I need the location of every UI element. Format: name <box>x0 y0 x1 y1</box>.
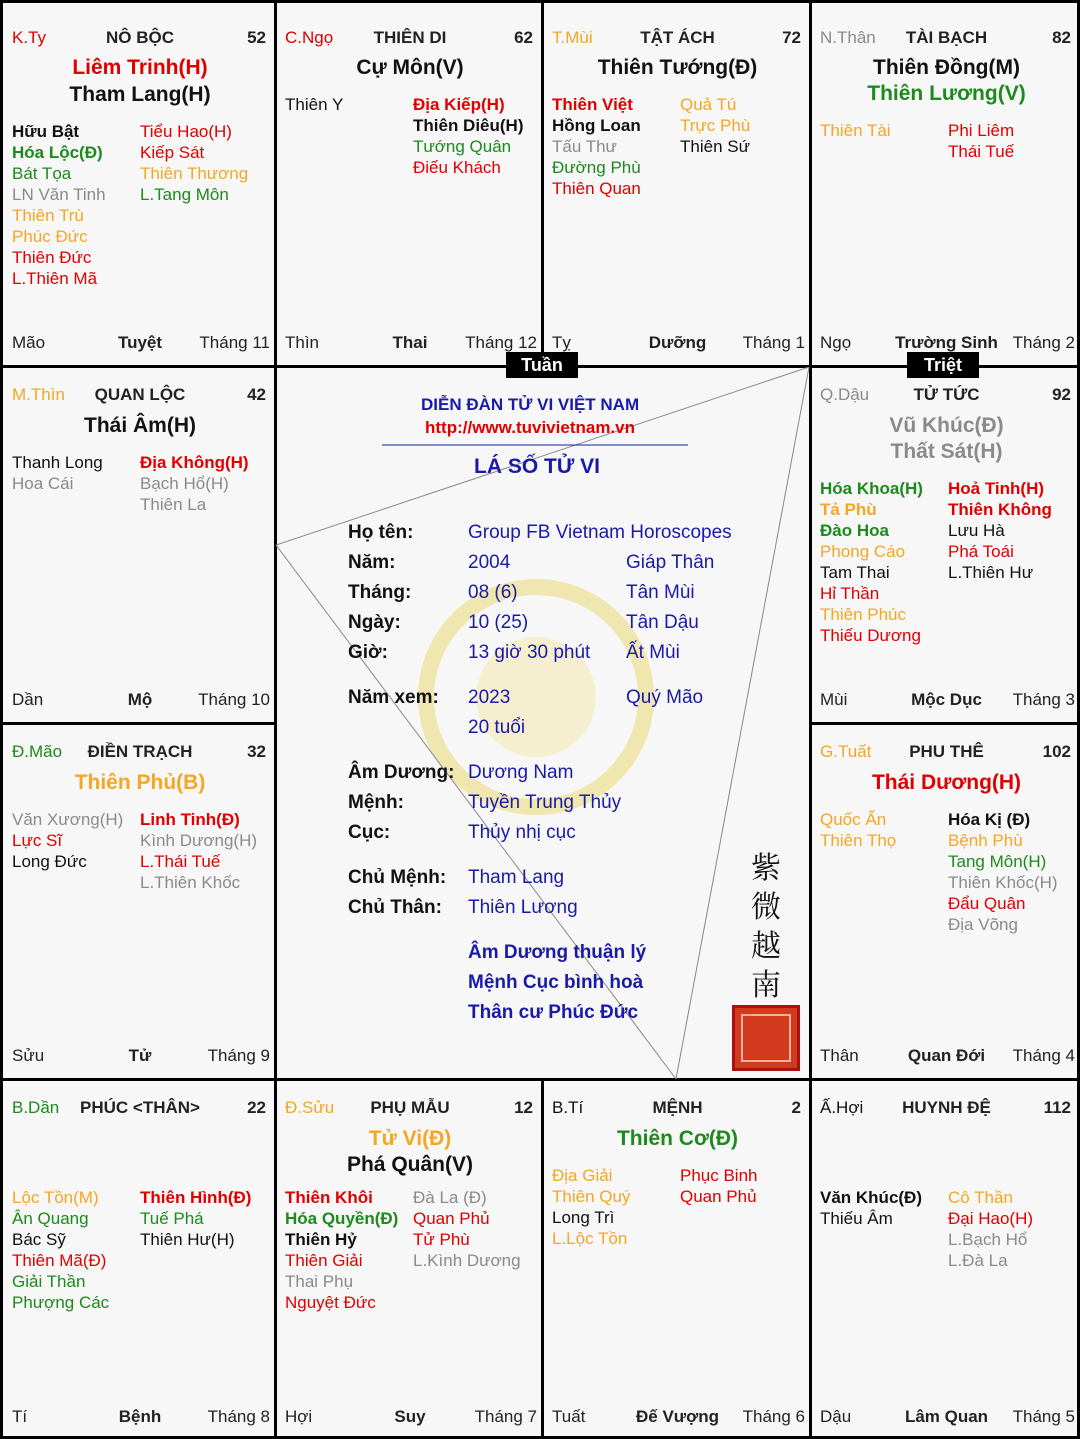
main-star: Thiên Đồng(M) <box>873 56 1020 79</box>
minor-star-right: L.Thái Tuế <box>140 852 221 871</box>
palace-name: THIÊN DI <box>373 28 447 47</box>
palace-number: 82 <box>1052 28 1071 47</box>
minor-star-right: Thiên Sứ <box>680 137 750 156</box>
minor-star-right: L.Thiên Khốc <box>140 873 241 892</box>
palace-name: TẬT ÁCH <box>640 28 715 47</box>
palace-number: 62 <box>514 28 533 47</box>
palace-cell-ti[interactable] <box>546 1084 809 1439</box>
main-star: Phá Quân(V) <box>346 1153 473 1176</box>
minor-star-right: Tang Môn(H) <box>948 852 1047 871</box>
cell-branch-bottom: Hợi <box>285 1407 313 1426</box>
main-star: Tử Vi(Đ) <box>368 1127 452 1150</box>
branch-label: Ấ.Hợi <box>820 1098 864 1117</box>
minor-star-right: Kình Dương(H) <box>140 831 258 850</box>
chu-than-label: Chủ Thân: <box>348 897 442 918</box>
life-stage: Bệnh <box>118 1407 162 1426</box>
palace-number: 112 <box>1043 1098 1071 1117</box>
minor-star-left: Ân Quang <box>12 1209 89 1228</box>
cell-branch-bottom: Dậu <box>820 1407 852 1426</box>
branch-label: B.Dần <box>12 1098 60 1117</box>
minor-star-left: Tấu Thư <box>552 137 617 156</box>
palace-number: 2 <box>791 1098 801 1117</box>
minor-star-left: Hữu Bật <box>12 122 80 141</box>
palace-cell-dan[interactable] <box>6 1084 274 1439</box>
minor-star-right: Phá Toái <box>948 542 1014 561</box>
element-value: Thủy nhị cục <box>468 822 576 843</box>
minor-star-right: Tiểu Hao(H) <box>140 122 232 141</box>
chu-than-value: Thiên Lương <box>468 897 578 918</box>
minor-star-left: L.Thiên Mã <box>12 269 98 288</box>
cell-branch-bottom: Tuất <box>552 1407 586 1426</box>
palace-number: 72 <box>782 28 801 47</box>
minor-star-right: Đại Hao(H) <box>948 1209 1034 1228</box>
minor-star-left: Long Trì <box>552 1208 615 1227</box>
minor-star-right: L.Kình Dương <box>413 1251 521 1270</box>
minor-star-right: Kiếp Sát <box>140 143 205 162</box>
main-star: Vũ Khúc(Đ) <box>889 414 1004 437</box>
minor-star-right: Thiên Thương <box>140 164 249 183</box>
year-canchi: Giáp Thân <box>626 552 715 573</box>
minor-star-left: Long Đức <box>12 852 87 871</box>
palace-name: PHU THÊ <box>909 742 984 761</box>
yinyang-label: Âm Dương: <box>348 762 455 783</box>
palace-number: 12 <box>514 1098 533 1117</box>
minor-star-left: Thiên Việt <box>552 95 633 114</box>
minor-star-right: Tuế Phá <box>140 1209 204 1228</box>
main-star: Thái Âm(H) <box>84 414 196 437</box>
minor-star-right: Thiên Diêu(H) <box>413 116 524 135</box>
palace-cell-mui[interactable] <box>546 6 809 365</box>
minor-star-left: Bát Tọa <box>12 164 72 183</box>
minor-star-right: Linh Tinh(Đ) <box>140 810 240 829</box>
life-stage: Thai <box>392 333 428 352</box>
month-label: Tháng 2 <box>1012 333 1075 352</box>
minor-star-right: Thái Tuế <box>948 142 1015 161</box>
palace-name: TÀI BẠCH <box>905 28 988 47</box>
forum-url[interactable]: http://www.tuvivietnam.vn <box>425 418 635 437</box>
center-panel <box>276 367 811 1080</box>
minor-star-right: Tướng Quân <box>413 137 512 156</box>
palace-name: MỆNH <box>652 1098 703 1117</box>
palace-name: PHỤ MẪU <box>370 1098 450 1117</box>
month-label: Tháng 6 <box>742 1407 805 1426</box>
branch-label: Đ.Sửu <box>285 1098 335 1117</box>
minor-star-right: L.Thiên Hư <box>948 563 1034 582</box>
main-star: Thiên Tướng(Đ) <box>597 56 758 79</box>
minor-star-left: Hỉ Thần <box>820 584 880 603</box>
minor-star-left: Thiên Phúc <box>820 605 906 624</box>
branch-label: K.Ty <box>12 28 47 47</box>
minor-star-right: Lưu Hà <box>948 521 1005 540</box>
seal-calligraphy: 紫 微 越 南 <box>751 851 781 1003</box>
life-stage: Tuyệt <box>117 333 163 352</box>
minor-star-left: Hóa Lộc(Đ) <box>12 143 103 162</box>
cell-branch-bottom: Mão <box>12 333 46 352</box>
minor-star-right: L.Bạch Hổ <box>948 1230 1028 1249</box>
year-value: 2004 <box>468 552 511 573</box>
main-star: Thái Dương(H) <box>871 771 1022 794</box>
minor-star-right: Thiên Khốc(H) <box>948 873 1058 892</box>
minor-star-right: Quả Tú <box>680 95 737 114</box>
main-star: Thất Sát(H) <box>890 440 1003 463</box>
minor-star-right: Trực Phù <box>680 116 751 135</box>
minor-star-right: Điếu Khách <box>413 158 501 177</box>
minor-star-left: Phúc Đức <box>12 227 88 246</box>
month-label: Tháng 3 <box>1012 690 1075 709</box>
branch-label: N.Thân <box>820 28 876 47</box>
life-stage: Tử <box>128 1046 152 1065</box>
branch-label: M.Thìn <box>12 385 65 404</box>
branch-label: B.Tí <box>552 1098 584 1117</box>
minor-star-left: Phong Cáo <box>820 542 906 561</box>
note-line-3: Thân cư Phúc Đức <box>468 1002 639 1023</box>
minor-star-right: Tử Phù <box>413 1230 470 1249</box>
palace-name: NÔ BỘC <box>106 28 174 47</box>
palace-cell-suu[interactable] <box>279 1084 541 1439</box>
minor-star-right: Bệnh Phù <box>948 831 1023 850</box>
minor-star-left: Hóa Quyền(Đ) <box>285 1209 399 1228</box>
life-stage: Trường Sinh <box>895 333 998 352</box>
minor-star-left: Thiên Quan <box>552 179 641 198</box>
minor-star-right: Thiên Hư(H) <box>140 1230 235 1249</box>
minor-star-left: Tả Phù <box>820 500 877 519</box>
main-star: Cự Môn(V) <box>356 56 464 79</box>
forum-name: DIỄN ĐÀN TỬ VI VIỆT NAM <box>421 395 640 414</box>
day-label: Ngày: <box>348 612 401 633</box>
minor-star-right: L.Tang Môn <box>140 185 229 204</box>
palace-cell-ty[interactable] <box>6 6 274 365</box>
minor-star-right: Hóa Kị (Đ) <box>948 810 1031 829</box>
month-label: Tháng 5 <box>1012 1407 1075 1426</box>
palace-number: 22 <box>247 1098 266 1117</box>
day-canchi: Tân Dậu <box>626 612 699 633</box>
palace-name: ĐIỀN TRẠCH <box>87 742 193 761</box>
cell-branch-bottom: Ngọ <box>820 333 852 352</box>
palace-cell-thin[interactable] <box>6 371 274 722</box>
year-label: Năm: <box>348 552 396 573</box>
minor-star-left: Thiên Giải <box>285 1251 363 1270</box>
palace-number: 102 <box>1042 742 1071 761</box>
aspect-line <box>676 367 809 1079</box>
minor-star-right: L.Đà La <box>948 1251 1008 1270</box>
palace-cell-ngo[interactable] <box>279 6 541 365</box>
life-stage: Mộc Dục <box>911 690 982 709</box>
minor-star-left: Thiên Khôi <box>285 1188 373 1207</box>
age-value: 20 tuổi <box>468 717 526 738</box>
minor-star-right: Đẩu Quân <box>948 894 1026 913</box>
minor-star-right: Quan Phủ <box>413 1209 490 1228</box>
main-star: Tham Lang(H) <box>69 83 211 106</box>
cell-branch-bottom: Tỵ <box>552 333 571 352</box>
branch-label: G.Tuất <box>820 742 872 761</box>
yinyang-value: Dương Nam <box>468 762 574 783</box>
minor-star-left: Văn Khúc(Đ) <box>820 1188 922 1207</box>
life-stage: Lâm Quan <box>904 1407 989 1426</box>
minor-star-right: Phục Binh <box>680 1166 758 1185</box>
minor-star-left: Phượng Các <box>12 1293 110 1312</box>
minor-star-left: Đường Phù <box>552 158 641 177</box>
life-stage: Mộ <box>127 690 153 709</box>
minor-star-right: Cô Thần <box>948 1188 1013 1207</box>
minor-star-right: Đà La (Đ) <box>413 1188 487 1207</box>
minor-star-left: LN Văn Tinh <box>12 185 106 204</box>
month-canchi: Tân Mùi <box>626 582 695 603</box>
minor-star-left: Thiên Y <box>285 95 344 114</box>
minor-star-right: Phi Liêm <box>948 121 1015 140</box>
grid-line <box>809 722 1080 725</box>
element-label: Cục: <box>348 822 391 843</box>
cell-branch-bottom: Tí <box>12 1407 28 1426</box>
grid-line <box>541 3 544 367</box>
minor-star-right: Thiên Không <box>948 500 1052 519</box>
minor-star-left: Thiên Quý <box>552 1187 631 1206</box>
palace-cell-mao[interactable] <box>6 728 274 1078</box>
minor-star-left: Văn Xương(H) <box>12 810 124 829</box>
month-label: Tháng 9 <box>207 1046 270 1065</box>
view-year-label: Năm xem: <box>348 687 439 708</box>
chu-menh-label: Chủ Mệnh: <box>348 867 447 888</box>
minor-star-right: Bạch Hổ(H) <box>140 474 229 493</box>
month-label: Tháng 7 <box>474 1407 537 1426</box>
minor-star-left: Thai Phụ <box>285 1272 354 1291</box>
life-stage: Dưỡng <box>648 333 707 352</box>
branch-label: Đ.Mão <box>12 742 63 761</box>
month-label: Tháng 4 <box>1012 1046 1075 1065</box>
minor-star-left: Hoa Cái <box>12 474 74 493</box>
minor-star-left: Thanh Long <box>12 453 103 472</box>
minor-star-right: Hoả Tinh(H) <box>948 479 1045 498</box>
minor-star-left: Bác Sỹ <box>12 1230 66 1249</box>
grid-line <box>3 722 276 725</box>
main-star: Thiên Cơ(Đ) <box>616 1127 739 1150</box>
minor-star-left: Địa Giải <box>552 1166 613 1185</box>
main-star: Thiên Phủ(B) <box>74 771 206 794</box>
minor-star-left: Thiên Tài <box>820 121 891 140</box>
life-stage: Suy <box>394 1407 426 1426</box>
note-line-1: Âm Dương thuận lý <box>468 942 647 963</box>
minor-star-left: Lực Sĩ <box>12 831 63 850</box>
life-stage: Đế Vượng <box>636 1407 719 1426</box>
minor-star-left: Thiếu Dương <box>820 626 921 645</box>
month-label: Tháng: <box>348 582 412 603</box>
minor-star-right: Quan Phủ <box>680 1187 757 1206</box>
minor-star-left: Giải Thần <box>12 1272 86 1291</box>
cell-branch-bottom: Thìn <box>285 333 320 352</box>
branch-label: Q.Dậu <box>820 385 870 404</box>
palace-name: PHÚC <THÂN> <box>80 1098 200 1117</box>
cell-branch-bottom: Sửu <box>12 1046 45 1065</box>
minor-star-right: Thiên La <box>140 495 207 514</box>
palace-name: TỬ TỨC <box>913 385 980 404</box>
palace-name: HUYNH ĐỆ <box>902 1098 991 1117</box>
month-value: 08 (6) <box>468 582 518 603</box>
main-star: Thiên Lương(V) <box>867 82 1026 105</box>
hour-canchi: Ất Mùi <box>626 642 680 663</box>
minor-star-right: Địa Kiếp(H) <box>413 95 505 114</box>
name-value: Group FB Vietnam Horoscopes <box>468 522 732 543</box>
name-label: Họ tên: <box>348 522 414 543</box>
month-label: Tháng 11 <box>199 333 270 352</box>
minor-star-left: Đào Hoa <box>820 521 889 540</box>
minor-star-left: Thiên Thọ <box>820 831 897 850</box>
note-line-2: Mệnh Cục bình hoà <box>468 972 644 993</box>
cell-branch-bottom: Thân <box>820 1046 859 1065</box>
month-label: Tháng 8 <box>207 1407 270 1426</box>
hour-value: 13 giờ 30 phút <box>468 642 591 663</box>
minor-star-left: Tam Thai <box>820 563 890 582</box>
day-value: 10 (25) <box>468 612 529 633</box>
view-year-canchi: Quý Mão <box>626 687 704 708</box>
branch-label: C.Ngọ <box>285 28 334 47</box>
month-label: Tháng 1 <box>742 333 805 352</box>
minor-star-left: Thiên Hỷ <box>285 1230 357 1249</box>
minor-star-left: Thiên Mã(Đ) <box>12 1251 107 1270</box>
triet-tag: Triệt <box>907 352 979 378</box>
minor-star-left: Lộc Tồn(M) <box>12 1188 99 1207</box>
tuan-tag: Tuần <box>506 352 578 378</box>
hour-label: Giờ: <box>348 642 388 663</box>
minor-star-right: Thiên Hình(Đ) <box>140 1188 252 1207</box>
cell-branch-bottom: Mùi <box>820 690 848 709</box>
destiny-value: Tuyền Trung Thủy <box>468 792 622 813</box>
minor-star-right: Địa Võng <box>948 915 1018 934</box>
minor-star-right: Địa Không(H) <box>140 453 249 472</box>
cell-branch-bottom: Dần <box>12 690 44 709</box>
life-stage: Quan Đới <box>907 1046 986 1065</box>
main-star: Liêm Trinh(H) <box>72 56 208 79</box>
chu-menh-value: Tham Lang <box>468 867 565 888</box>
palace-cell-than[interactable] <box>814 6 1079 365</box>
palace-cell-dau[interactable] <box>814 371 1079 722</box>
month-label: Tháng 12 <box>465 333 537 352</box>
minor-star-left: Quốc Ấn <box>820 810 887 829</box>
minor-star-left: Thiếu Âm <box>820 1209 893 1228</box>
view-year-value: 2023 <box>468 687 511 708</box>
grid-line <box>541 1080 544 1439</box>
palace-number: 52 <box>247 28 266 47</box>
minor-star-left: L.Lộc Tồn <box>552 1229 628 1248</box>
palace-number: 42 <box>247 385 266 404</box>
palace-number: 32 <box>247 742 266 761</box>
minor-star-left: Hóa Khoa(H) <box>820 479 923 498</box>
minor-star-left: Nguyệt Đức <box>285 1293 376 1312</box>
minor-star-left: Thiên Đức <box>12 248 92 267</box>
palace-number: 92 <box>1052 385 1071 404</box>
chart-title: LÁ SỐ TỬ VI <box>474 455 600 478</box>
palace-name: QUAN LỘC <box>94 385 186 404</box>
palace-cell-tuat[interactable] <box>814 728 1079 1078</box>
red-seal-stamp <box>732 1005 800 1071</box>
palace-cell-hoi[interactable] <box>814 1084 1079 1439</box>
minor-star-left: Hồng Loan <box>552 116 641 135</box>
month-label: Tháng 10 <box>198 690 270 709</box>
minor-star-left: Thiên Trù <box>12 206 84 225</box>
destiny-label: Mệnh: <box>348 792 404 813</box>
branch-label: T.Mùi <box>552 28 593 47</box>
